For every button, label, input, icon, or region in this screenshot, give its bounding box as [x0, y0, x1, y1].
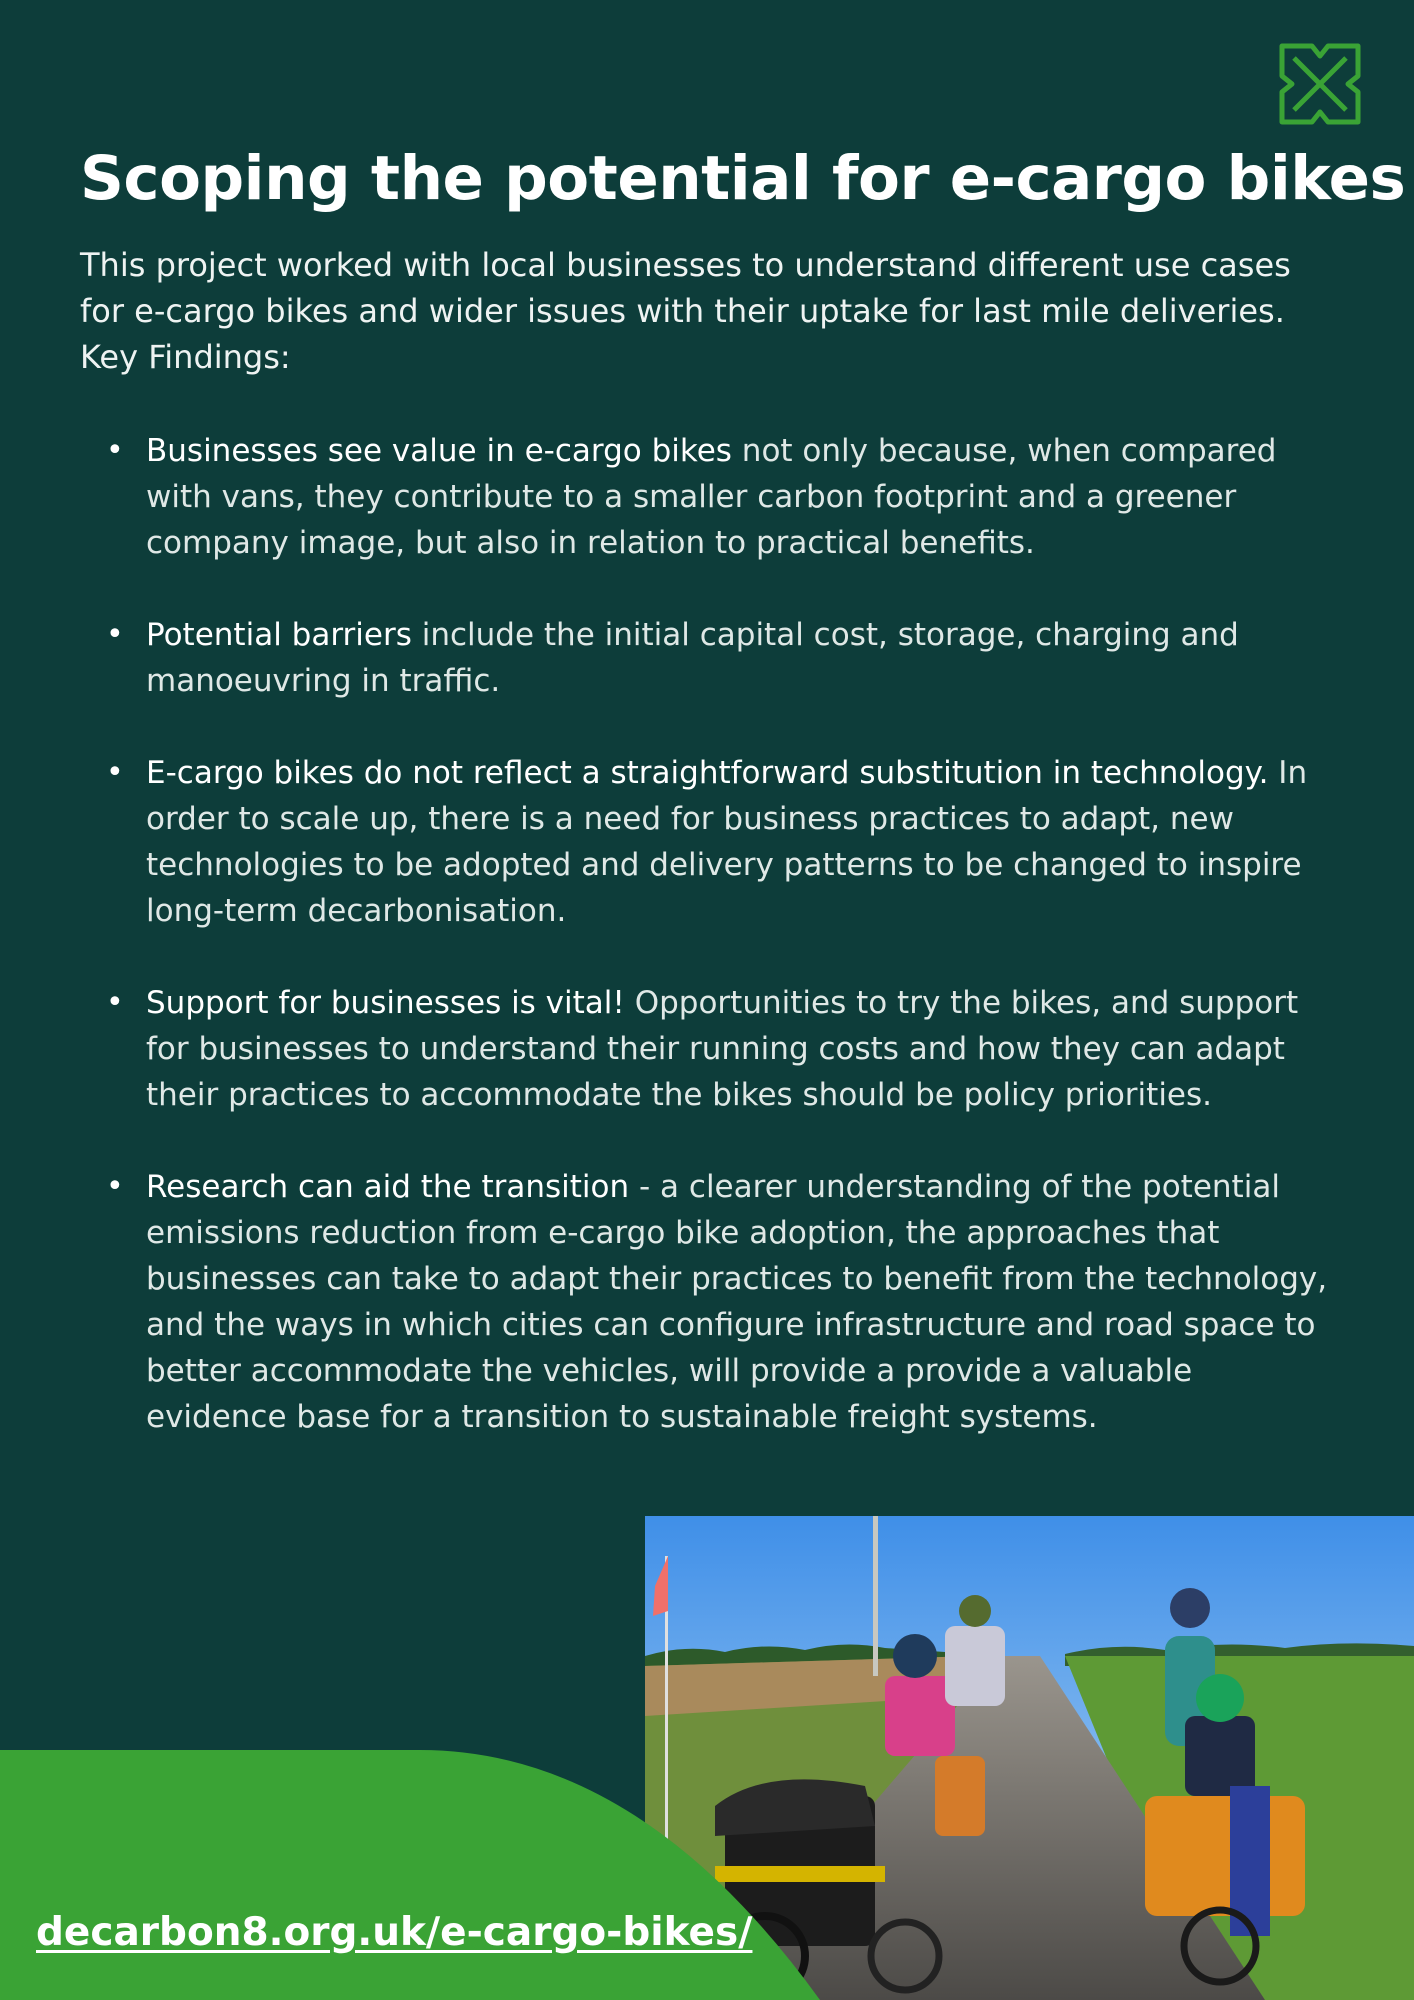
bullet-icon: •: [106, 985, 124, 1020]
page-title: Scoping the potential for e-cargo bikes: [80, 143, 1406, 214]
finding-text: In order to scale up, there is a need for business practices to adapt, new technologies to be adopted and delivery patterns to be changed to inspire long-term decarbonisation.: [146, 755, 1308, 929]
finding-text: - a clearer understanding of the potential emissions reduction from e-cargo bike adoption, the approaches that businesses can take to adapt their practices to benefit from the technology, and the ways in which cities can configure infrastructure and road space to better accommodate the vehicles, will provide a provide a valuable evidence base for a transition to sustainable freight systems.: [146, 1169, 1328, 1435]
finding-lead: Research can aid the transition: [146, 1169, 630, 1205]
finding-item: [100, 750, 1330, 934]
green-footer-shape: [0, 1750, 820, 2000]
finding-item: [100, 612, 1330, 704]
decarbon8-logo-icon: [1272, 36, 1368, 132]
finding-lead: Support for businesses is vital!: [146, 985, 625, 1021]
bullet-icon: •: [106, 755, 124, 790]
finding-text: Opportunities to try the bikes, and support for businesses to understand their running costs and how they can adapt their practices to accommodate the bikes should be policy priorities.: [146, 985, 1299, 1113]
key-findings-list: [100, 428, 1330, 1486]
bullet-icon: •: [106, 433, 124, 468]
finding-item: [100, 428, 1330, 566]
website-link[interactable]: decarbon8.org.uk/e-cargo-bikes/: [36, 1910, 753, 1955]
finding-text: not only because, when compared with vans, they contribute to a smaller carbon footprint and a greener company image, but also in relation to practical benefits.: [146, 433, 1277, 561]
intro-paragraph: This project worked with local businesses to understand different use cases for e-cargo bikes and wider issues with their uptake for last mile deliveries. Key Findings:: [80, 246, 1291, 376]
finding-lead: Potential barriers: [146, 617, 412, 653]
bullet-icon: •: [106, 1169, 124, 1204]
finding-item: [100, 980, 1330, 1118]
finding-item: [100, 1164, 1330, 1440]
bullet-icon: •: [106, 617, 124, 652]
finding-lead: E-cargo bikes do not reflect a straightforward substitution in technology.: [146, 755, 1269, 791]
finding-lead: Businesses see value in e-cargo bikes: [146, 433, 732, 469]
finding-text: include the initial capital cost, storage, charging and manoeuvring in traffic.: [146, 617, 1239, 699]
